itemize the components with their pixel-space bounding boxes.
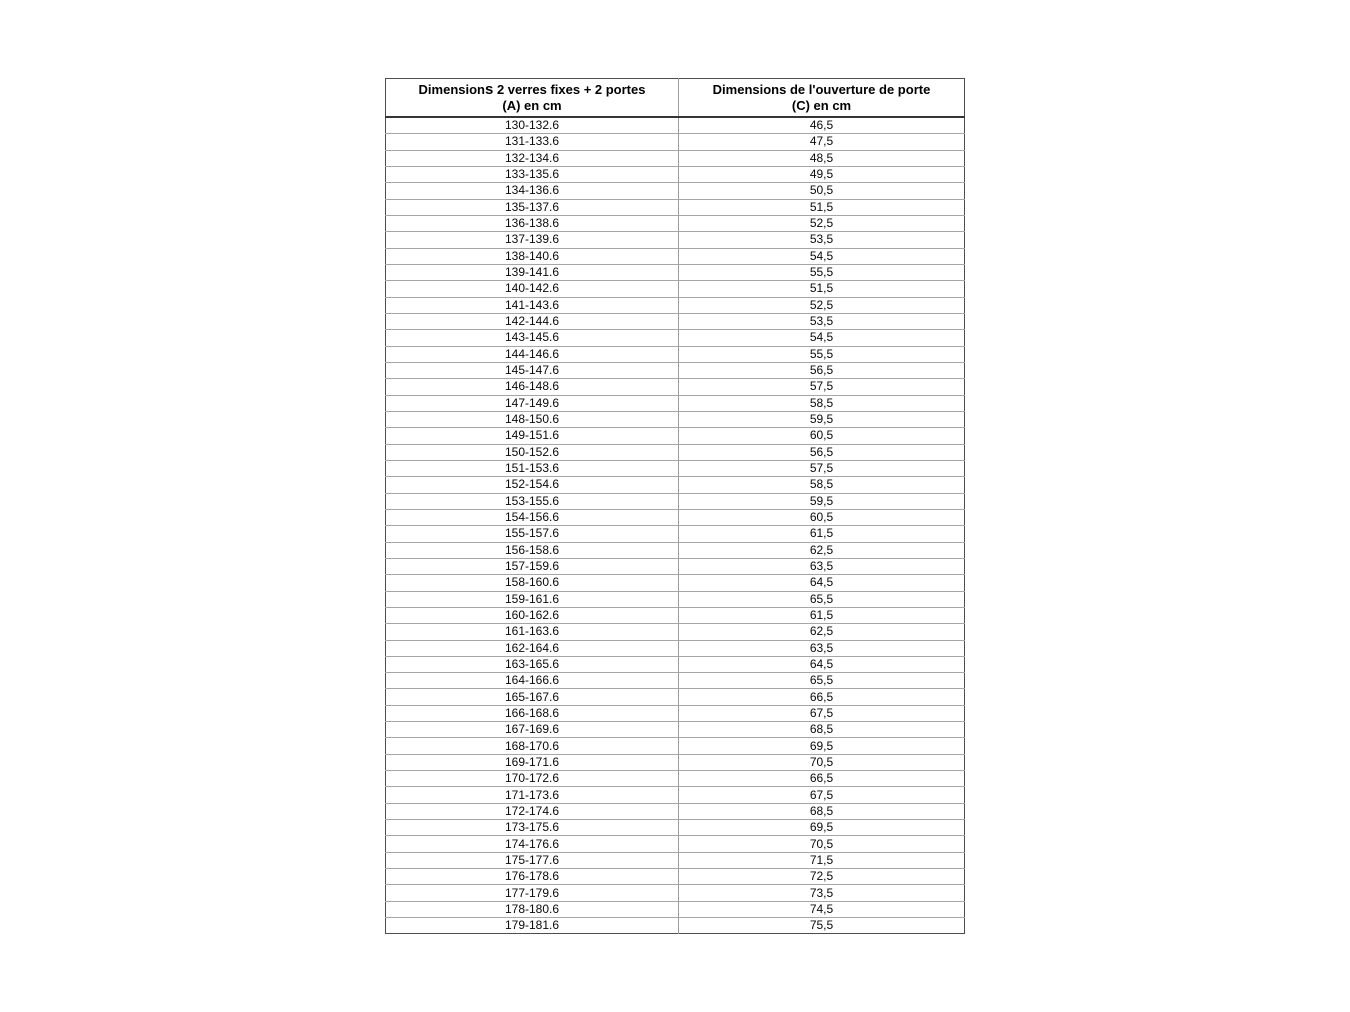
cell-ouverture-c: 73,5 xyxy=(679,885,965,901)
cell-dimension-a: 155-157.6 xyxy=(386,526,679,542)
table-row xyxy=(386,901,965,917)
cell-dimension-a: 145-147.6 xyxy=(386,362,679,378)
cell-dimension-a: 138-140.6 xyxy=(386,248,679,264)
table-row xyxy=(386,852,965,868)
table-row xyxy=(386,117,965,134)
table-row xyxy=(386,575,965,591)
cell-ouverture-c: 47,5 xyxy=(679,134,965,150)
header-c-line1: Dimensions de l'ouverture de porte xyxy=(712,81,931,97)
cell-dimension-a: 146-148.6 xyxy=(386,379,679,395)
table-row xyxy=(386,183,965,199)
cell-ouverture-c: 51,5 xyxy=(679,199,965,215)
cell-ouverture-c: 52,5 xyxy=(679,215,965,231)
header-c-line2: (C) en cm xyxy=(791,97,852,113)
cell-ouverture-c: 63,5 xyxy=(679,558,965,574)
cell-ouverture-c: 72,5 xyxy=(679,869,965,885)
cell-ouverture-c: 49,5 xyxy=(679,166,965,182)
dimensions-table xyxy=(385,78,965,934)
cell-dimension-a: 171-173.6 xyxy=(386,787,679,803)
cell-dimension-a: 160-162.6 xyxy=(386,607,679,623)
cell-dimension-a: 148-150.6 xyxy=(386,411,679,427)
cell-dimension-a: 153-155.6 xyxy=(386,493,679,509)
cell-ouverture-c: 48,5 xyxy=(679,150,965,166)
table-row xyxy=(386,689,965,705)
cell-dimension-a: 151-153.6 xyxy=(386,460,679,476)
table-row xyxy=(386,624,965,640)
table-row xyxy=(386,199,965,215)
cell-ouverture-c: 75,5 xyxy=(679,918,965,934)
cell-dimension-a: 139-141.6 xyxy=(386,264,679,280)
header-a-line2: (A) en cm xyxy=(502,97,562,113)
cell-ouverture-c: 55,5 xyxy=(679,264,965,280)
cell-ouverture-c: 51,5 xyxy=(679,281,965,297)
cell-ouverture-c: 60,5 xyxy=(679,428,965,444)
cell-dimension-a: 157-159.6 xyxy=(386,558,679,574)
cell-dimension-a: 167-169.6 xyxy=(386,722,679,738)
table-row xyxy=(386,869,965,885)
cell-ouverture-c: 61,5 xyxy=(679,607,965,623)
table-row xyxy=(386,395,965,411)
cell-ouverture-c: 58,5 xyxy=(679,395,965,411)
cell-ouverture-c: 70,5 xyxy=(679,836,965,852)
cell-ouverture-c: 68,5 xyxy=(679,803,965,819)
cell-dimension-a: 177-179.6 xyxy=(386,885,679,901)
cell-dimension-a: 134-136.6 xyxy=(386,183,679,199)
enlarged-s-glyph: s xyxy=(485,80,494,98)
cell-ouverture-c: 57,5 xyxy=(679,460,965,476)
cell-dimension-a: 168-170.6 xyxy=(386,738,679,754)
cell-dimension-a: 172-174.6 xyxy=(386,803,679,819)
cell-ouverture-c: 59,5 xyxy=(679,411,965,427)
cell-ouverture-c: 70,5 xyxy=(679,754,965,770)
table-row xyxy=(386,738,965,754)
table-row xyxy=(386,330,965,346)
cell-dimension-a: 137-139.6 xyxy=(386,232,679,248)
cell-dimension-a: 136-138.6 xyxy=(386,215,679,231)
cell-ouverture-c: 68,5 xyxy=(679,722,965,738)
table-row xyxy=(386,166,965,182)
cell-ouverture-c: 66,5 xyxy=(679,689,965,705)
table-row xyxy=(386,673,965,689)
cell-ouverture-c: 57,5 xyxy=(679,379,965,395)
cell-ouverture-c: 62,5 xyxy=(679,542,965,558)
table-row xyxy=(386,656,965,672)
cell-dimension-a: 174-176.6 xyxy=(386,836,679,852)
cell-ouverture-c: 66,5 xyxy=(679,771,965,787)
table-row xyxy=(386,477,965,493)
table-row xyxy=(386,428,965,444)
cell-ouverture-c: 50,5 xyxy=(679,183,965,199)
cell-ouverture-c: 67,5 xyxy=(679,787,965,803)
header-col-ouverture-c xyxy=(679,79,965,118)
cell-dimension-a: 178-180.6 xyxy=(386,901,679,917)
cell-dimension-a: 170-172.6 xyxy=(386,771,679,787)
cell-ouverture-c: 60,5 xyxy=(679,509,965,525)
cell-dimension-a: 166-168.6 xyxy=(386,705,679,721)
table-row xyxy=(386,820,965,836)
cell-ouverture-c: 71,5 xyxy=(679,852,965,868)
table-row xyxy=(386,460,965,476)
cell-dimension-a: 156-158.6 xyxy=(386,542,679,558)
cell-dimension-a: 173-175.6 xyxy=(386,820,679,836)
cell-ouverture-c: 59,5 xyxy=(679,493,965,509)
cell-ouverture-c: 53,5 xyxy=(679,313,965,329)
cell-dimension-a: 176-178.6 xyxy=(386,869,679,885)
cell-dimension-a: 133-135.6 xyxy=(386,166,679,182)
cell-dimension-a: 149-151.6 xyxy=(386,428,679,444)
cell-dimension-a: 147-149.6 xyxy=(386,395,679,411)
cell-ouverture-c: 53,5 xyxy=(679,232,965,248)
cell-dimension-a: 143-145.6 xyxy=(386,330,679,346)
table-row xyxy=(386,346,965,362)
cell-ouverture-c: 64,5 xyxy=(679,575,965,591)
table-row xyxy=(386,281,965,297)
table-row xyxy=(386,787,965,803)
table-row xyxy=(386,803,965,819)
cell-dimension-a: 161-163.6 xyxy=(386,624,679,640)
table-row xyxy=(386,297,965,313)
header-a-line1: Dimensions 2 verres fixes + 2 portes xyxy=(418,80,646,98)
table-row xyxy=(386,379,965,395)
table-row xyxy=(386,591,965,607)
cell-ouverture-c: 56,5 xyxy=(679,444,965,460)
table-row xyxy=(386,771,965,787)
cell-ouverture-c: 56,5 xyxy=(679,362,965,378)
cell-dimension-a: 142-144.6 xyxy=(386,313,679,329)
cell-dimension-a: 141-143.6 xyxy=(386,297,679,313)
cell-dimension-a: 179-181.6 xyxy=(504,918,560,933)
header-row xyxy=(386,79,965,118)
cell-dimension-a: 165-167.6 xyxy=(386,689,679,705)
cell-ouverture-c: 67,5 xyxy=(679,705,965,721)
table-row xyxy=(386,722,965,738)
cell-ouverture-c: 65,5 xyxy=(679,673,965,689)
cell-dimension-a: 140-142.6 xyxy=(386,281,679,297)
cell-dimension-a: 130-132.6 xyxy=(386,117,679,134)
cell-dimension-a: 132-134.6 xyxy=(386,150,679,166)
table-row xyxy=(386,705,965,721)
cell-ouverture-c: 74,5 xyxy=(679,901,965,917)
header-col-dimensions-a xyxy=(386,79,679,118)
table-row xyxy=(386,411,965,427)
cell-dimension-a: 158-160.6 xyxy=(386,575,679,591)
cell-dimension-a: 162-164.6 xyxy=(386,640,679,656)
table-row xyxy=(386,248,965,264)
cell-dimension-a: 131-133.6 xyxy=(386,134,679,150)
table-row xyxy=(386,232,965,248)
table-row xyxy=(386,640,965,656)
table-row xyxy=(386,558,965,574)
cell-dimension-a: 163-165.6 xyxy=(386,656,679,672)
cell-dimension-a: 159-161.6 xyxy=(386,591,679,607)
table-row xyxy=(386,444,965,460)
cell-dimension-a: 164-166.6 xyxy=(386,673,679,689)
cell-ouverture-c: 61,5 xyxy=(679,526,965,542)
cell-ouverture-c: 65,5 xyxy=(679,591,965,607)
cell-ouverture-c: 69,5 xyxy=(679,820,965,836)
cell-ouverture-c: 64,5 xyxy=(679,656,965,672)
cell-dimension-a: 175-177.6 xyxy=(386,852,679,868)
cell-ouverture-c: 46,5 xyxy=(679,117,965,134)
table-row xyxy=(386,542,965,558)
cell-ouverture-c: 62,5 xyxy=(679,624,965,640)
table-row xyxy=(386,509,965,525)
cell-ouverture-c: 58,5 xyxy=(679,477,965,493)
table-row xyxy=(386,215,965,231)
cell-dimension-a: 144-146.6 xyxy=(386,346,679,362)
table-row xyxy=(386,836,965,852)
cell-dimension-a: 154-156.6 xyxy=(386,509,679,525)
cell-ouverture-c: 52,5 xyxy=(679,297,965,313)
table-row xyxy=(386,885,965,901)
table-row xyxy=(386,754,965,770)
table-body xyxy=(386,117,965,934)
table-row xyxy=(386,134,965,150)
dimensions-table-container xyxy=(385,78,964,934)
cell-ouverture-c: 54,5 xyxy=(679,248,965,264)
cell-ouverture-c: 69,5 xyxy=(679,738,965,754)
table-row xyxy=(386,526,965,542)
table-row xyxy=(386,607,965,623)
table-row xyxy=(386,150,965,166)
table-row xyxy=(386,493,965,509)
cell-ouverture-c: 55,5 xyxy=(679,346,965,362)
table-row xyxy=(386,362,965,378)
cell-dimension-a: 169-171.6 xyxy=(386,754,679,770)
cell-dimension-a: 135-137.6 xyxy=(386,199,679,215)
cell-ouverture-c: 54,5 xyxy=(679,330,965,346)
table-row xyxy=(386,918,965,934)
table-row xyxy=(386,264,965,280)
table-row xyxy=(386,313,965,329)
cell-ouverture-c: 63,5 xyxy=(679,640,965,656)
cell-dimension-a: 150-152.6 xyxy=(386,444,679,460)
cell-dimension-a: 152-154.6 xyxy=(386,477,679,493)
